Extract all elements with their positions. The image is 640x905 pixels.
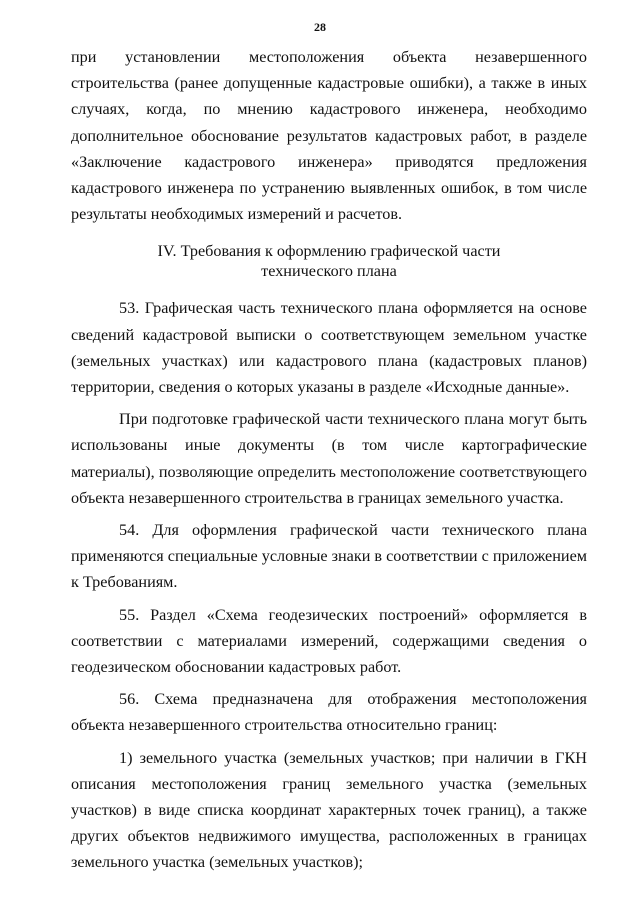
section-heading-line-2: технического плана	[261, 262, 397, 281]
paragraph-56-item-1: 1) земельного участка (земельных участков; при наличии в ГКН описания местоположения границ земельного участка (земельных участков) в виде списка координат характерных точек границ), а также других объектов недвижимого имущества, расположенных в границах земельного участка (земельных участков);	[71, 748, 587, 872]
section-heading-line-1: IV. Требования к оформлению графической части	[157, 242, 501, 261]
page-number: 28	[314, 20, 326, 34]
paragraph-continuation: при установлении местоположения объекта незавершенного строительства (ранее допущенные кадастровые ошибки), а также в иных случаях, когда, по мнению кадастрового инженера, необходимо дополнительное обоснование результатов кадастровых работ, в разделе «Заключение кадастрового инженера» приводятся предложения кадастрового инженера по устранению выявленных ошибок, в том числе результаты необходимых измерений и расчетов.	[71, 48, 587, 224]
section-heading	[71, 241, 587, 281]
paragraph-53-continued: При подготовке графической части технического плана могут быть использованы иные документы (в том числе картографические материалы), позволяющие определить местоположение соответствующего объекта незавершенного строительства в границах земельного участка.	[71, 410, 587, 507]
paragraph-54: 54. Для оформления графической части технического плана применяются специальные условные знаки в соответствии с приложением к Требованиям.	[71, 521, 587, 592]
paragraph-56: 56. Схема предназначена для отображения местоположения объекта незавершенного строительства относительно границ:	[71, 690, 587, 735]
paragraph-53: 53. Графическая часть технического плана оформляется на основе сведений кадастровой выписки о соответствующем земельном участке (земельных участках) или кадастрового плана (кадастровых планов) территории, сведения о которых указаны в разделе «Исходные данные».	[71, 299, 587, 397]
paragraph-55: 55. Раздел «Схема геодезических построений» оформляется в соответствии с материалами измерений, содержащими сведения о геодезическом обосновании кадастровых работ.	[71, 605, 587, 677]
document-body	[71, 44, 587, 876]
